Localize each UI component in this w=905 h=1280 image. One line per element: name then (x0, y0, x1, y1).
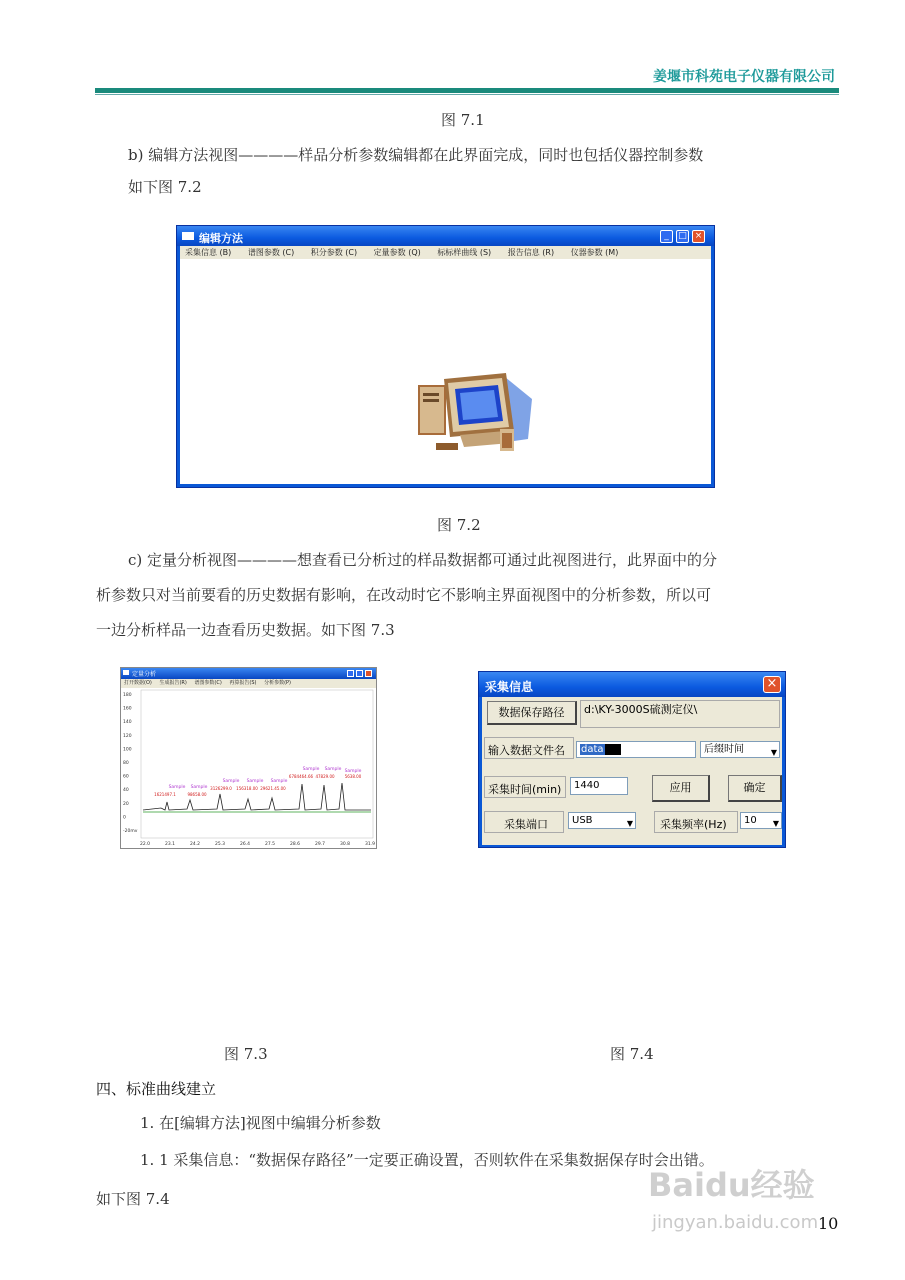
ok-button[interactable]: 确定 (728, 775, 782, 802)
x-tick-label: 29.7 (314, 842, 326, 847)
filename-value: data (581, 744, 604, 755)
port-label: 采集端口 (504, 818, 548, 831)
text-cursor-block (605, 744, 621, 755)
peak-value-label: 3126299.0 (210, 786, 232, 791)
peak-label: Sample (222, 779, 240, 784)
x-tick-label: 31.9 (364, 842, 376, 847)
suffix-value: 后缀时间 (704, 744, 744, 755)
company-name: 姜堰市科苑电子仪器有限公司 (653, 69, 835, 85)
y-tick-label: 60 (123, 774, 129, 780)
close-icon[interactable]: × (763, 676, 781, 693)
dialog-body (482, 697, 782, 845)
x-tick-label: 28.6 (289, 842, 301, 847)
filename-input[interactable] (576, 741, 696, 758)
peak-value-label: 47829.00 (315, 774, 335, 779)
apply-button[interactable]: 应用 (652, 775, 710, 802)
window-client-area (180, 259, 711, 484)
data-save-path-button[interactable]: 数据保存路径 (487, 701, 577, 725)
y-tick-label: 140 (123, 720, 132, 726)
list-item-1-1: 1. 1 采集信息：“数据保存路径”一定要正确设置，否则软件在采集数据保存时会出错。 (140, 1151, 714, 1169)
y-tick-label: 0 (123, 815, 126, 821)
window-icon (182, 232, 194, 240)
menu-item[interactable]: 生成报告(R) (159, 680, 187, 686)
y-tick-label: 120 (123, 733, 132, 739)
peak-value-label: 29621.45.00 (260, 786, 286, 791)
menu-item[interactable]: 再算报告(S) (229, 680, 257, 686)
list-item-1-1-continued: 如下图 7.4 (96, 1190, 170, 1208)
freq-select[interactable] (740, 812, 782, 829)
menu-item[interactable]: 分析参数(P) (264, 680, 292, 686)
y-tick-label: 180 (123, 693, 132, 698)
acquisition-info-dialog (478, 671, 786, 848)
y-tick-label: 80 (123, 761, 129, 766)
port-select[interactable] (568, 812, 636, 829)
filename-label: 输入数据文件名 (488, 744, 565, 757)
peak-label: Sample (270, 779, 288, 784)
save-path-value[interactable]: d:\KY-3000S硫测定仪\ (580, 700, 780, 728)
peak-label: Sample (324, 767, 342, 772)
paragraph-c-line2: 析参数只对当前要看的历史数据有影响，在改动时它不影响主界面视图中的分析参数，所以可 (96, 586, 712, 604)
menu-bar (180, 246, 711, 259)
x-tick-label: 26.4 (239, 842, 251, 847)
menu-item[interactable]: 仪器参数 (M) (570, 248, 619, 257)
menu-item[interactable]: 积分参数 (C) (310, 248, 358, 257)
menu-item[interactable]: 标标样曲线 (S) (437, 248, 492, 257)
caption-fig-7-3: 图 7.3 (224, 1045, 268, 1063)
caption-fig-7-4: 图 7.4 (610, 1045, 654, 1063)
x-tick-label: 23.1 (164, 842, 176, 847)
suffix-select[interactable] (700, 741, 780, 758)
y-tick-label: 40 (123, 788, 129, 794)
menu-bar (121, 679, 376, 688)
watermark-brand: Baidu经验 (648, 1166, 815, 1204)
menu-item[interactable]: 谱图参数(C) (194, 680, 222, 686)
peak-value-label: 5638.00 (344, 774, 362, 779)
header-rule-thin (95, 94, 839, 95)
close-icon[interactable] (365, 670, 372, 677)
edit-method-window (176, 225, 715, 488)
peak-value-label: 98658.00 (187, 792, 207, 797)
x-tick-label: 25.3 (214, 842, 226, 847)
peak-value-label: 156318.00 (236, 786, 258, 791)
menu-item[interactable]: 定量参数 (Q) (373, 248, 421, 257)
menu-item[interactable]: 谱图参数 (C) (247, 248, 295, 257)
window-title: 编辑方法 (199, 232, 243, 245)
y-tick-label: 160 (123, 706, 132, 712)
chevron-down-icon: ▼ (626, 819, 633, 828)
header-rule (95, 88, 839, 93)
watermark-url: jingyan.baidu.com (652, 1212, 819, 1233)
menu-item[interactable]: 报告信息 (R) (507, 248, 555, 257)
y-tick-label: -20mv (123, 829, 138, 834)
freq-label: 采集频率(Hz) (660, 818, 727, 831)
peak-value-label: 1621497.1 (154, 792, 176, 797)
x-tick-label: 24.2 (189, 842, 201, 847)
paragraph-b-line2: 如下图 7.2 (128, 178, 202, 196)
chromatogram-chart (121, 688, 376, 848)
close-icon[interactable]: × (692, 230, 705, 243)
dialog-title: 采集信息 (485, 680, 534, 694)
minimize-icon[interactable]: _ (660, 230, 673, 243)
maximize-icon[interactable] (356, 670, 363, 677)
menu-item[interactable]: 打开数据(O) (124, 680, 152, 686)
title-bar (177, 226, 714, 246)
freq-value: 10 (744, 815, 757, 826)
list-item-1: 1. 在[编辑方法]视图中编辑分析参数 (140, 1114, 381, 1132)
computer-illustration-icon (410, 347, 535, 457)
y-tick-label: 100 (123, 747, 132, 753)
peak-label: Sample (246, 779, 264, 784)
minimize-icon[interactable] (347, 670, 354, 677)
port-value: USB (572, 815, 593, 826)
caption-fig-7-2: 图 7.2 (437, 516, 481, 534)
y-tick-label: 20 (123, 801, 129, 807)
peak-value-label: 6784464.66 (288, 774, 314, 779)
peak-label: Sample (302, 767, 320, 772)
paragraph-c-line3: 一边分析样品一边查看历史数据。如下图 7.3 (96, 621, 395, 639)
time-input[interactable]: 1440 (570, 777, 628, 795)
peak-label: Sample (190, 785, 208, 790)
quant-analysis-window (120, 667, 377, 849)
menu-item[interactable]: 采集信息 (B) (185, 248, 232, 257)
x-tick-label: 27.5 (264, 842, 276, 847)
chevron-down-icon: ▼ (772, 819, 779, 828)
caption-fig-7-1: 图 7.1 (441, 111, 485, 129)
title-bar (479, 672, 785, 697)
title-bar (121, 668, 376, 679)
section-heading-4: 四、标准曲线建立 (96, 1080, 217, 1098)
peak-label: Sample (168, 785, 186, 790)
window-title: 定量分析 (132, 671, 157, 678)
paragraph-c-line1: c) 定量分析视图————想查看已分析过的样品数据都可通过此视图进行，此界面中的分 (128, 551, 718, 569)
x-tick-label: 30.8 (339, 842, 351, 847)
chevron-down-icon: ▼ (770, 748, 777, 757)
x-tick-label: 22.0 (139, 842, 151, 847)
page-number: 10 (818, 1214, 839, 1233)
time-label: 采集时间(min) (488, 783, 562, 796)
peak-label: Sample (344, 769, 362, 774)
paragraph-b-line1: b) 编辑方法视图————样品分析参数编辑都在此界面完成，同时也包括仪器控制参数 (128, 146, 704, 164)
window-icon (123, 670, 129, 675)
maximize-icon[interactable]: □ (676, 230, 689, 243)
